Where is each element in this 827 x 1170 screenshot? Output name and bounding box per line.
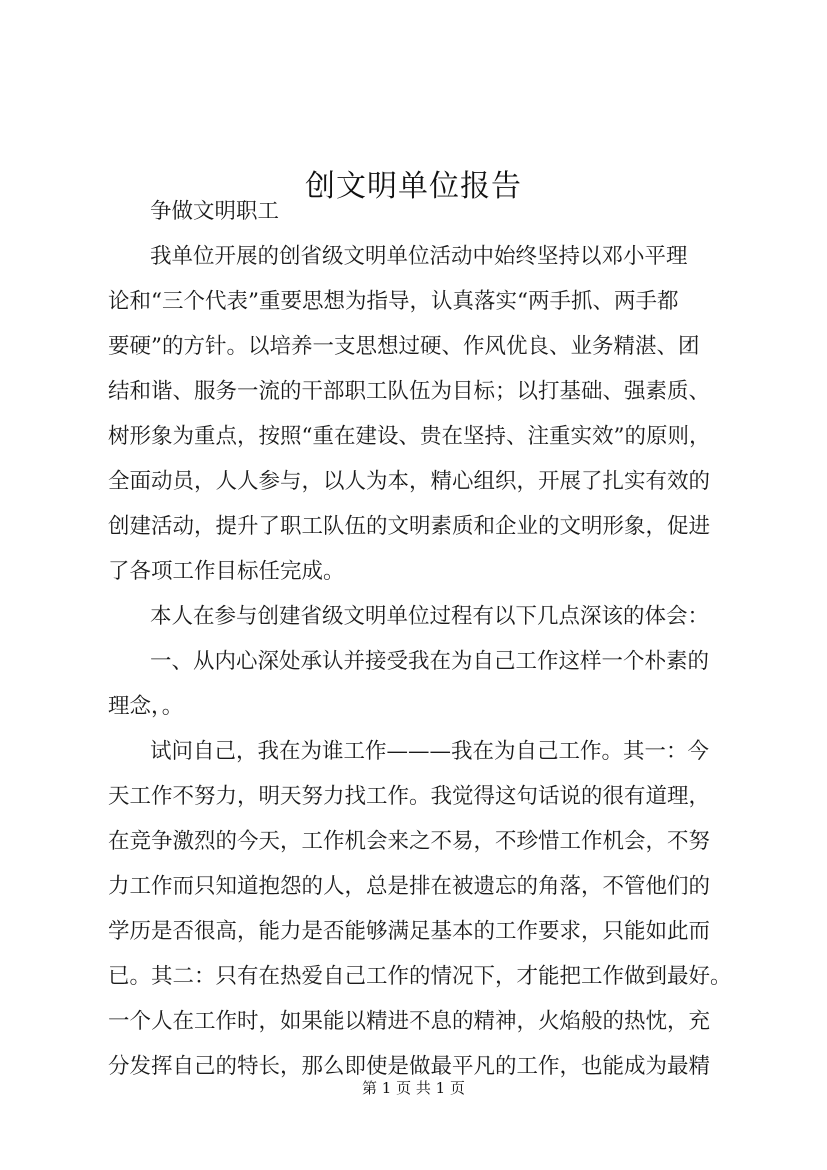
body-line: 一、从内心深处承认并接受我在为自己工作这样一个朴素的	[150, 649, 710, 674]
body-line: 我单位开展的创省级文明单位活动中始终坚持以邓小平理	[150, 244, 688, 269]
body-line: 全面动员，人人参与，以人为本，精心组织，开展了扎实有效的	[108, 469, 711, 494]
body-line: 要硬”的方针。以培养一支思想过硬、作风优良、业务精湛、团	[108, 334, 700, 359]
body-line: 创建活动，提升了职工队伍的文明素质和企业的文明形象，促进	[108, 514, 711, 539]
body-line: 分发挥自己的特长，那么即使是做最平凡的工作，也能成为最精	[108, 1054, 711, 1079]
body-line: 已。其二：只有在热爱自己工作的情况下，才能把工作做到最好。	[108, 964, 732, 989]
body-line: 一个人在工作时，如果能以精进不息的精神，火焰般的热忱，充	[108, 1009, 711, 1034]
body-line: 争做文明职工	[150, 199, 280, 224]
body-line: 试问自己，我在为谁工作———我在为自己工作。其一：今	[150, 739, 710, 764]
page-number-footer: 第 1 页 共 1 页	[362, 1079, 465, 1097]
body-line: 结和谐、服务一流的干部职工队伍为目标；以打基础、强素质、	[108, 379, 711, 404]
body-line: 力工作而只知道抱怨的人，总是排在被遗忘的角落，不管他们的	[108, 874, 711, 899]
body-line: 学历是否很高，能力是否能够满足基本的工作要求，只能如此而	[108, 919, 711, 944]
body-line: 本人在参与创建省级文明单位过程有以下几点深该的体会：	[150, 604, 710, 629]
body-line: 理念，。	[108, 694, 184, 719]
body-line: 树形象为重点，按照“重在建设、贵在坚持、注重实效”的原则，	[108, 424, 711, 449]
body-line: 了各项工作目标任完成。	[108, 559, 345, 584]
body-line: 在竞争激烈的今天，工作机会来之不易，不珍惜工作机会，不努	[108, 829, 711, 854]
body-line: 天工作不努力，明天努力找工作。我觉得这句话说的很有道理，	[108, 784, 711, 809]
document-title: 创文明单位报告	[305, 169, 522, 205]
body-line: 论和“三个代表”重要思想为指导，认真落实“两手抓、两手都	[108, 289, 679, 314]
